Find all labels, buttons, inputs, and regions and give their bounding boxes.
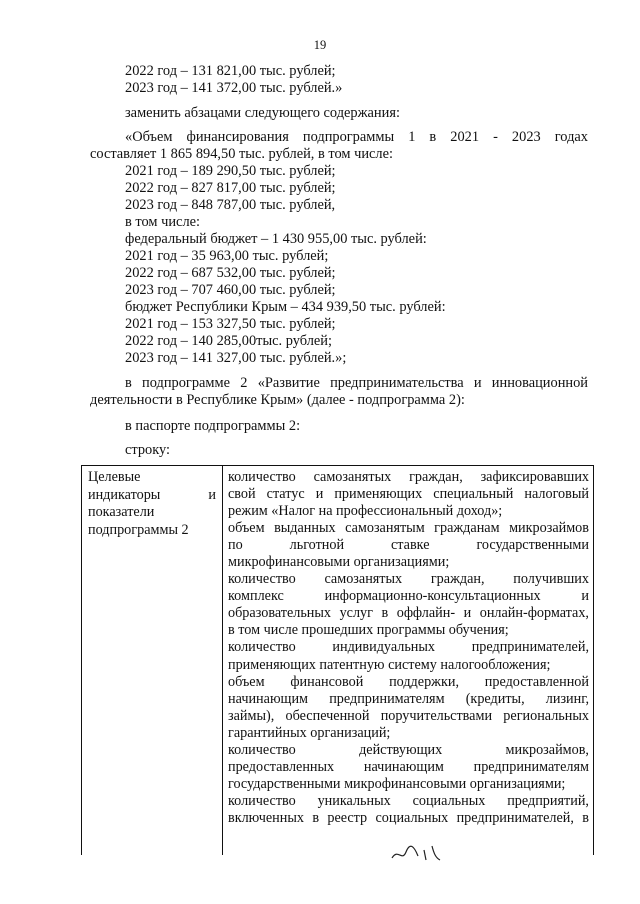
table-left-cell	[88, 469, 216, 539]
word: количество	[228, 469, 296, 485]
word: займы),	[228, 707, 275, 724]
financing-line: 2022 год – 827 817,00 тыс. рублей;	[125, 180, 336, 196]
word: и	[463, 605, 472, 622]
word: начинающим	[228, 690, 309, 707]
financing-line: 2021 год – 35 963,00 тыс. рублей;	[125, 248, 329, 264]
word: в	[312, 809, 320, 826]
subprogram2-paragraph-line: в подпрограмме 2 «Развитие предпринимательства и инновационной	[125, 375, 588, 391]
right-cell-line	[228, 742, 589, 759]
word: статус	[266, 486, 305, 503]
right-cell-line	[228, 486, 589, 503]
word: микрозаймов	[509, 520, 589, 537]
word: поручительствами	[380, 707, 493, 724]
word: оффлайн-	[396, 605, 456, 622]
right-cell-line: режим «Налог на профессиональный доход»;	[228, 503, 503, 520]
left-cell-line: показатели	[88, 504, 155, 520]
left-cell-word: индикаторы	[88, 486, 161, 503]
word: (кредиты,	[465, 690, 525, 707]
word: лизинг,	[545, 690, 589, 707]
word: налоговый	[524, 486, 589, 503]
word: действующих	[359, 741, 443, 758]
word: самозанятых	[324, 571, 403, 588]
word: применяющих	[334, 486, 423, 503]
left-cell-line: Целевые	[88, 469, 141, 485]
word: услуг	[339, 605, 373, 622]
right-cell-line: в том числе прошедших программы обучения;	[228, 622, 509, 639]
financing-line: 2023 год – 141 327,00 тыс. рублей.»;	[125, 350, 347, 366]
right-cell-line	[228, 605, 589, 622]
word: гражданам	[434, 520, 500, 537]
word: в	[582, 809, 589, 826]
word: объем	[228, 520, 265, 537]
row-line: строку:	[125, 442, 171, 458]
word: самозанятым	[345, 520, 425, 537]
word: предпринимателей,	[471, 639, 589, 656]
word: включенных	[228, 809, 304, 826]
right-cell-line	[228, 810, 589, 827]
word: граждан,	[430, 571, 485, 588]
word: комплекс	[228, 588, 284, 605]
word: предпринимателям	[473, 758, 589, 775]
word: самозанятых	[313, 469, 392, 485]
right-cell-line	[228, 469, 589, 486]
text-line: 2023 год – 141 372,00 тыс. рублей.»	[125, 80, 343, 96]
financing-paragraph-line: составляет 1 865 894,50 тыс. рублей, в том числе:	[90, 146, 393, 162]
word: объем	[228, 673, 265, 690]
word: предпринимателям	[329, 690, 445, 707]
word: и	[315, 486, 324, 503]
word: количество	[228, 741, 296, 758]
word: предприятий,	[507, 792, 589, 809]
right-cell-line	[228, 674, 589, 691]
word: зафиксировавших	[480, 469, 589, 485]
word: уникальных	[317, 792, 391, 809]
word: по	[228, 537, 243, 554]
right-cell-line: государственными микрофинансовыми организациями;	[228, 775, 566, 792]
right-cell-line: гарантийных организаций;	[228, 724, 391, 741]
financing-line: федеральный бюджет – 1 430 955,00 тыс. рублей:	[125, 231, 427, 247]
word: граждан,	[409, 469, 463, 485]
word: образовательных	[228, 605, 332, 622]
word: в	[381, 605, 389, 622]
financing-line: 2021 год – 189 290,50 тыс. рублей;	[125, 163, 336, 179]
right-cell-line	[228, 691, 589, 708]
word: региональных	[503, 707, 589, 724]
left-cell-word: и	[208, 486, 216, 503]
text-line: 2022 год – 131 821,00 тыс. рублей;	[125, 63, 336, 79]
word: поддержки,	[389, 673, 460, 690]
handwritten-mark	[388, 840, 448, 864]
word: свой	[228, 486, 256, 503]
word: выданных	[274, 520, 336, 537]
word: реестр	[327, 809, 368, 826]
financing-paragraph-line: «Объем финансирования подпрограммы 1 в 2021 - 2023 годах	[125, 129, 588, 145]
word: социальных	[375, 809, 449, 826]
word: специальный	[433, 486, 514, 503]
right-cell-line	[228, 571, 589, 588]
financing-line: в том числе:	[125, 214, 201, 230]
word: предоставленной	[484, 673, 589, 690]
subprogram2-paragraph-line: деятельности в Республике Крым» (далее - подпрограмма 2):	[90, 392, 465, 408]
right-cell-line: применяющих патентную систему налогообложения;	[228, 656, 551, 673]
word: получивших	[513, 571, 589, 588]
right-cell-line	[228, 520, 589, 537]
right-cell-line	[228, 537, 589, 554]
financing-line: 2021 год – 153 327,50 тыс. рублей;	[125, 316, 336, 332]
table-right-cell	[228, 469, 589, 827]
word: начинающим	[363, 758, 444, 775]
right-cell-line	[228, 759, 589, 776]
financing-line: 2022 год – 687 532,00 тыс. рублей;	[125, 265, 336, 281]
passport-line: в паспорте подпрограммы 2:	[125, 418, 301, 434]
word: количество	[228, 792, 296, 809]
word: обеспеченной	[285, 707, 370, 724]
financing-paragraph	[90, 129, 588, 163]
word: информационно-консультационных	[324, 588, 541, 605]
word: онлайн-форматах,	[479, 605, 589, 622]
word: микрозаймов,	[505, 741, 589, 758]
right-cell-line	[228, 639, 589, 656]
financing-line: 2023 год – 848 787,00 тыс. рублей,	[125, 197, 336, 213]
right-cell-line	[228, 708, 589, 725]
financing-line: 2023 год – 707 460,00 тыс. рублей;	[125, 282, 336, 298]
financing-line: 2022 год – 140 285,00тыс. рублей;	[125, 333, 332, 349]
word: предпринимателей,	[456, 809, 574, 826]
word: и	[581, 588, 589, 605]
financing-line: бюджет Республики Крым – 434 939,50 тыс. рублей:	[125, 299, 446, 315]
word: индивидуальных	[332, 639, 436, 656]
right-cell-line	[228, 588, 589, 605]
table-divider	[222, 465, 223, 855]
word: социальных	[412, 792, 486, 809]
page-number: 19	[313, 38, 327, 52]
word: государственными	[476, 537, 589, 554]
replace-phrase: заменить абзацами следующего содержания:	[125, 105, 400, 121]
word: количество	[228, 571, 296, 588]
word: количество	[228, 639, 296, 656]
word: предоставленных	[228, 758, 335, 775]
left-cell-line	[88, 487, 216, 505]
word: льготной	[289, 537, 345, 554]
subprogram2-paragraph	[90, 375, 588, 409]
word: финансовой	[290, 673, 364, 690]
right-cell-line	[228, 793, 589, 810]
word: ставке	[391, 537, 430, 554]
right-cell-line: микрофинансовыми организациями;	[228, 554, 450, 571]
left-cell-line: подпрограммы 2	[88, 521, 189, 538]
